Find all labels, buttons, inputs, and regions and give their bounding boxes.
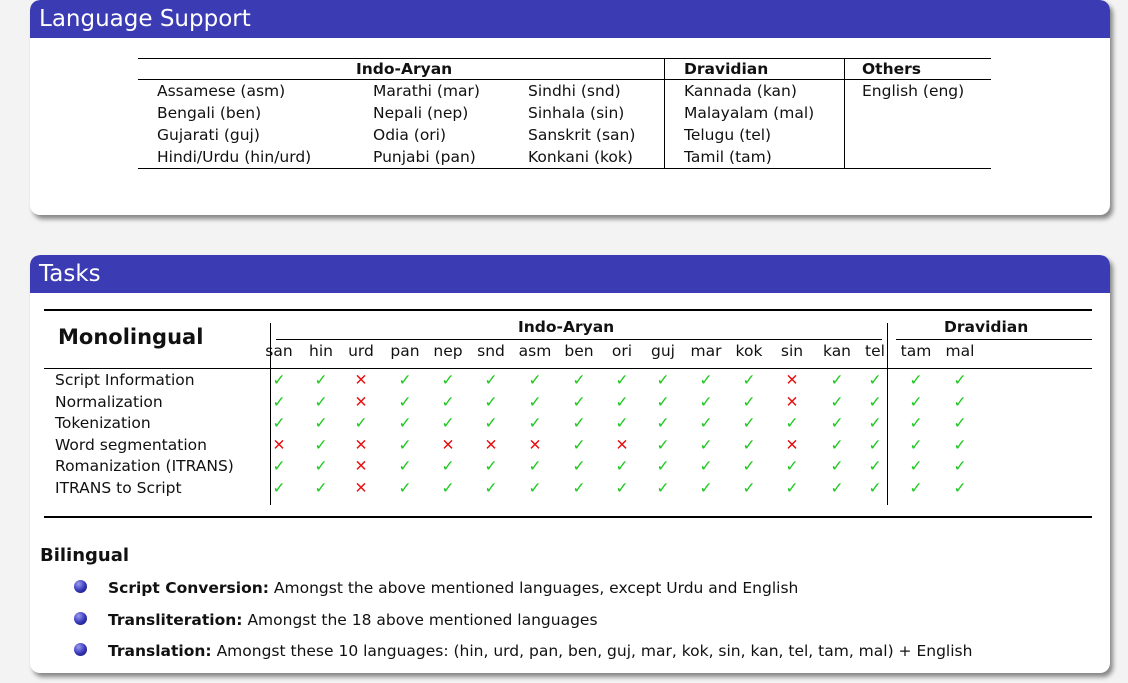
language-cell: Sindhi (snd) (528, 82, 621, 100)
check-icon: ✓ (742, 478, 756, 497)
tasks-title: Tasks (30, 255, 1110, 293)
check-icon: ✓ (830, 371, 844, 389)
bilingual-title: Bilingual (40, 545, 130, 566)
check-icon: ✓ (868, 371, 882, 389)
check-icon: ✓ (528, 457, 542, 475)
check-icon: ✓ (742, 457, 756, 475)
check-icon: ✓ (272, 392, 286, 411)
lang-code-nep: nep (433, 342, 463, 360)
lang-code-kan: kan (822, 342, 852, 360)
language-support-title: Language Support (30, 0, 1110, 38)
lang-code-pan: pan (390, 342, 420, 360)
check-icon: ✓ (441, 392, 455, 411)
task-row-label: Script Information (55, 371, 195, 389)
check-icon: ✓ (953, 392, 967, 411)
bullet-text: Amongst the above mentioned languages, except Urdu and English (273, 579, 799, 597)
language-cell: Bengali (ben) (157, 104, 262, 122)
cross-icon: ✕ (354, 478, 368, 497)
bullet-text: Amongst the 18 above mentioned languages (247, 611, 598, 629)
check-icon: ✓ (441, 371, 455, 389)
cross-icon: ✕ (785, 435, 799, 454)
cross-icon: ✕ (615, 435, 629, 454)
lang-code-asm: asm (518, 342, 552, 360)
lang-code-mar: mar (690, 342, 722, 360)
task-row-label: Normalization (55, 392, 163, 411)
check-icon: ✓ (484, 392, 498, 411)
check-icon: ✓ (868, 392, 882, 411)
check-icon: ✓ (441, 414, 455, 432)
check-icon: ✓ (272, 478, 286, 497)
language-cell: Sinhala (sin) (528, 104, 625, 122)
check-icon: ✓ (572, 371, 586, 389)
check-icon: ✓ (656, 392, 670, 411)
check-icon: ✓ (742, 392, 756, 411)
check-icon: ✓ (830, 457, 844, 475)
lang-code-san: san (265, 342, 293, 360)
check-icon: ✓ (272, 414, 286, 432)
check-icon: ✓ (314, 435, 328, 454)
check-icon: ✓ (528, 371, 542, 389)
language-cell: Gujarati (guj) (157, 126, 260, 144)
lang-code-kok: kok (735, 342, 763, 360)
check-icon: ✓ (314, 478, 328, 497)
tasks-block (30, 255, 1110, 673)
header-indo-aryan: Indo-Aryan (356, 60, 453, 78)
check-icon: ✓ (868, 414, 882, 432)
check-icon: ✓ (314, 371, 328, 389)
check-icon: ✓ (656, 435, 670, 454)
check-icon: ✓ (398, 392, 412, 411)
language-support-block (30, 0, 1110, 215)
check-icon: ✓ (953, 435, 967, 454)
check-icon: ✓ (572, 478, 586, 497)
check-icon: ✓ (528, 414, 542, 432)
check-icon: ✓ (441, 478, 455, 497)
check-icon: ✓ (572, 457, 586, 475)
tasks-table-header (44, 311, 1092, 368)
check-icon: ✓ (699, 457, 713, 475)
check-icon: ✓ (398, 435, 412, 454)
language-cell: Odia (ori) (373, 126, 447, 144)
check-icon: ✓ (656, 457, 670, 475)
group-indo-aryan: Indo-Aryan (518, 318, 615, 336)
task-row-label: ITRANS to Script (55, 478, 182, 497)
cross-icon: ✕ (785, 392, 799, 411)
lang-code-urd: urd (348, 342, 374, 360)
bullet-label: Translation: (108, 642, 212, 660)
check-icon: ✓ (484, 457, 498, 475)
check-icon: ✓ (398, 457, 412, 475)
check-icon: ✓ (314, 392, 328, 411)
check-icon: ✓ (484, 371, 498, 389)
check-icon: ✓ (656, 478, 670, 497)
language-table-body (138, 80, 991, 168)
language-cell: Marathi (mar) (373, 82, 480, 100)
check-icon: ✓ (656, 414, 670, 432)
lang-code-tel: tel (865, 342, 885, 360)
check-icon: ✓ (272, 371, 286, 389)
check-icon: ✓ (398, 371, 412, 389)
check-icon: ✓ (656, 371, 670, 389)
bullet-icon (74, 580, 87, 593)
check-icon: ✓ (909, 457, 923, 475)
check-icon: ✓ (441, 457, 455, 475)
cross-icon: ✕ (528, 435, 542, 454)
language-table (138, 58, 991, 169)
check-icon: ✓ (398, 414, 412, 432)
lang-code-sin: sin (780, 342, 804, 360)
check-icon: ✓ (484, 478, 498, 497)
language-cell: Tamil (tam) (684, 148, 772, 166)
check-icon: ✓ (314, 457, 328, 475)
lang-code-ben: ben (564, 342, 594, 360)
check-icon: ✓ (785, 457, 799, 475)
cross-icon: ✕ (354, 392, 368, 411)
group-dravidian: Dravidian (944, 318, 1029, 336)
check-icon: ✓ (615, 457, 629, 475)
language-cell: Assamese (asm) (157, 82, 286, 100)
check-icon: ✓ (785, 414, 799, 432)
task-row-label: Tokenization (55, 414, 151, 432)
check-icon: ✓ (615, 414, 629, 432)
check-icon: ✓ (699, 392, 713, 411)
check-icon: ✓ (953, 371, 967, 389)
header-dravidian: Dravidian (684, 60, 769, 78)
check-icon: ✓ (909, 392, 923, 411)
tasks-table-body (44, 368, 1092, 501)
language-cell: Hindi/Urdu (hin/urd) (157, 148, 312, 166)
lang-code-tam: tam (900, 342, 932, 360)
check-icon: ✓ (528, 392, 542, 411)
check-icon: ✓ (830, 435, 844, 454)
check-icon: ✓ (785, 478, 799, 497)
lang-code-ori: ori (611, 342, 633, 360)
check-icon: ✓ (572, 392, 586, 411)
check-icon: ✓ (272, 457, 286, 475)
check-icon: ✓ (484, 414, 498, 432)
language-cell: Sanskrit (san) (528, 126, 636, 144)
lang-code-mal: mal (945, 342, 975, 360)
lang-code-hin: hin (309, 342, 333, 360)
check-icon: ✓ (354, 414, 368, 432)
cross-icon: ✕ (354, 371, 368, 389)
check-icon: ✓ (909, 478, 923, 497)
check-icon: ✓ (909, 414, 923, 432)
header-others: Others (862, 60, 922, 78)
cross-icon: ✕ (354, 435, 368, 454)
check-icon: ✓ (953, 414, 967, 432)
check-icon: ✓ (699, 371, 713, 389)
check-icon: ✓ (830, 478, 844, 497)
check-icon: ✓ (830, 392, 844, 411)
check-icon: ✓ (572, 414, 586, 432)
cross-icon: ✕ (441, 435, 455, 454)
check-icon: ✓ (615, 478, 629, 497)
check-icon: ✓ (830, 414, 844, 432)
check-icon: ✓ (742, 435, 756, 454)
check-icon: ✓ (953, 478, 967, 497)
language-cell: Kannada (kan) (684, 82, 797, 100)
cross-icon: ✕ (484, 435, 498, 454)
lang-code-snd: snd (477, 342, 505, 360)
cross-icon: ✕ (354, 457, 368, 475)
tasks-table (44, 309, 1092, 518)
language-cell: Telugu (tel) (684, 126, 772, 144)
check-icon: ✓ (314, 414, 328, 432)
check-icon: ✓ (868, 457, 882, 475)
check-icon: ✓ (528, 478, 542, 497)
check-icon: ✓ (398, 478, 412, 497)
check-icon: ✓ (868, 435, 882, 454)
check-icon: ✓ (909, 371, 923, 389)
check-icon: ✓ (909, 435, 923, 454)
check-icon: ✓ (615, 371, 629, 389)
bullet-icon (74, 612, 87, 625)
cross-icon: ✕ (785, 371, 799, 389)
check-icon: ✓ (572, 435, 586, 454)
check-icon: ✓ (742, 414, 756, 432)
check-icon: ✓ (868, 478, 882, 497)
language-cell: Nepali (nep) (373, 104, 469, 122)
task-row-label: Word segmentation (55, 435, 207, 454)
cross-icon: ✕ (272, 435, 286, 454)
check-icon: ✓ (699, 435, 713, 454)
check-icon: ✓ (742, 371, 756, 389)
language-table-header (138, 59, 991, 79)
task-row-label: Romanization (ITRANS) (55, 457, 234, 475)
bullet-label: Transliteration: (108, 611, 243, 629)
check-icon: ✓ (953, 457, 967, 475)
language-cell: Malayalam (mal) (684, 104, 815, 122)
bullet-text: Amongst these 10 languages: (hin, urd, pan, ben, guj, mar, kok, sin, kan, tel, tam, mal) + English (216, 642, 973, 660)
language-cell: Konkani (kok) (528, 148, 633, 166)
bullet-label: Script Conversion: (108, 579, 269, 597)
lang-code-guj: guj (651, 342, 675, 360)
check-icon: ✓ (699, 414, 713, 432)
check-icon: ✓ (615, 392, 629, 411)
bullet-icon (74, 643, 87, 656)
language-cell: English (eng) (862, 82, 965, 100)
check-icon: ✓ (699, 478, 713, 497)
language-cell: Punjabi (pan) (373, 148, 476, 166)
monolingual-label: Monolingual (58, 325, 204, 349)
